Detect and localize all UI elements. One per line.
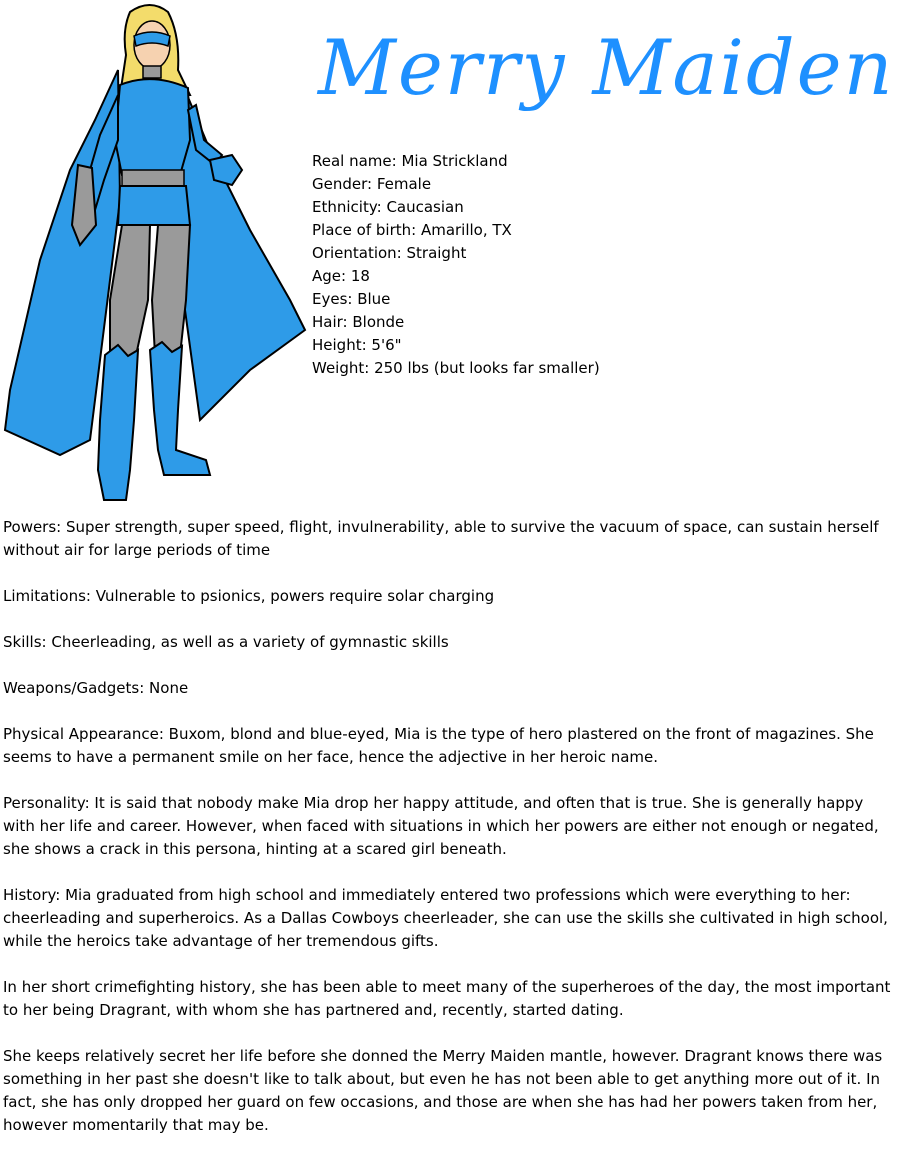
stats-list xyxy=(312,150,872,380)
stat-gender: Gender: Female xyxy=(312,175,432,193)
page-title: Merry Maiden xyxy=(318,23,895,112)
stat-ethnicity: Ethnicity: Caucasian xyxy=(312,198,464,216)
stat-orientation: Orientation: Straight xyxy=(312,244,467,262)
stat-weight: Weight: 250 lbs (but looks far smaller) xyxy=(312,359,600,377)
stat-age: Age: 18 xyxy=(312,267,370,285)
skills-paragraph: Skills: Cheerleading, as well as a variety of gymnastic skills xyxy=(3,633,449,651)
history-paragraph-3: She keeps relatively secret her life before she donned the Merry Maiden mantle, however. Dragrant knows there was something in her past she doesn't like to talk about, but even he has not been able to get anything more out of it. In fact, she has only dropped her guard on few occasions, and those are when she has had her powers taken from her, however momentarily that may be. xyxy=(3,1047,883,1134)
stat-eyes: Eyes: Blue xyxy=(312,290,391,308)
history-paragraph: History: Mia graduated from high school and immediately entered two professions which were everything to her: cheerleading and superheroics. As a Dallas Cowboys cheerleader, she can use the skills she cultivated in high school, while the heroics take advantage of her tremendous gifts. xyxy=(3,886,888,950)
description-body xyxy=(3,516,895,1160)
powers-paragraph: Powers: Super strength, super speed, flight, invulnerability, able to survive the vacuum of space, can sustain herself without air for large periods of time xyxy=(3,518,879,559)
stat-height: Height: 5'6" xyxy=(312,336,402,354)
hero-illustration xyxy=(0,0,310,510)
limitations-paragraph: Limitations: Vulnerable to psionics, powers require solar charging xyxy=(3,587,495,605)
stat-place-of-birth: Place of birth: Amarillo, TX xyxy=(312,221,512,239)
appearance-paragraph: Physical Appearance: Buxom, blond and blue-eyed, Mia is the type of hero plastered on the front of magazines. She seems to have a permanent smile on her face, hence the adjective in her heroic name. xyxy=(3,725,874,766)
stat-hair: Hair: Blonde xyxy=(312,313,405,331)
stat-real-name: Real name: Mia Strickland xyxy=(312,152,508,170)
personality-paragraph: Personality: It is said that nobody make Mia drop her happy attitude, and often that is true. She is generally happy with her life and career. However, when faced with situations in which her powers are either not enough or negated, she shows a crack in this persona, hinting at a scared girl beneath. xyxy=(3,794,879,858)
weapons-paragraph: Weapons/Gadgets: None xyxy=(3,679,189,697)
history-paragraph-2: In her short crimefighting history, she has been able to meet many of the superheroes of the day, the most important to her being Dragrant, with whom she has partnered and, recently, started dating. xyxy=(3,978,891,1019)
